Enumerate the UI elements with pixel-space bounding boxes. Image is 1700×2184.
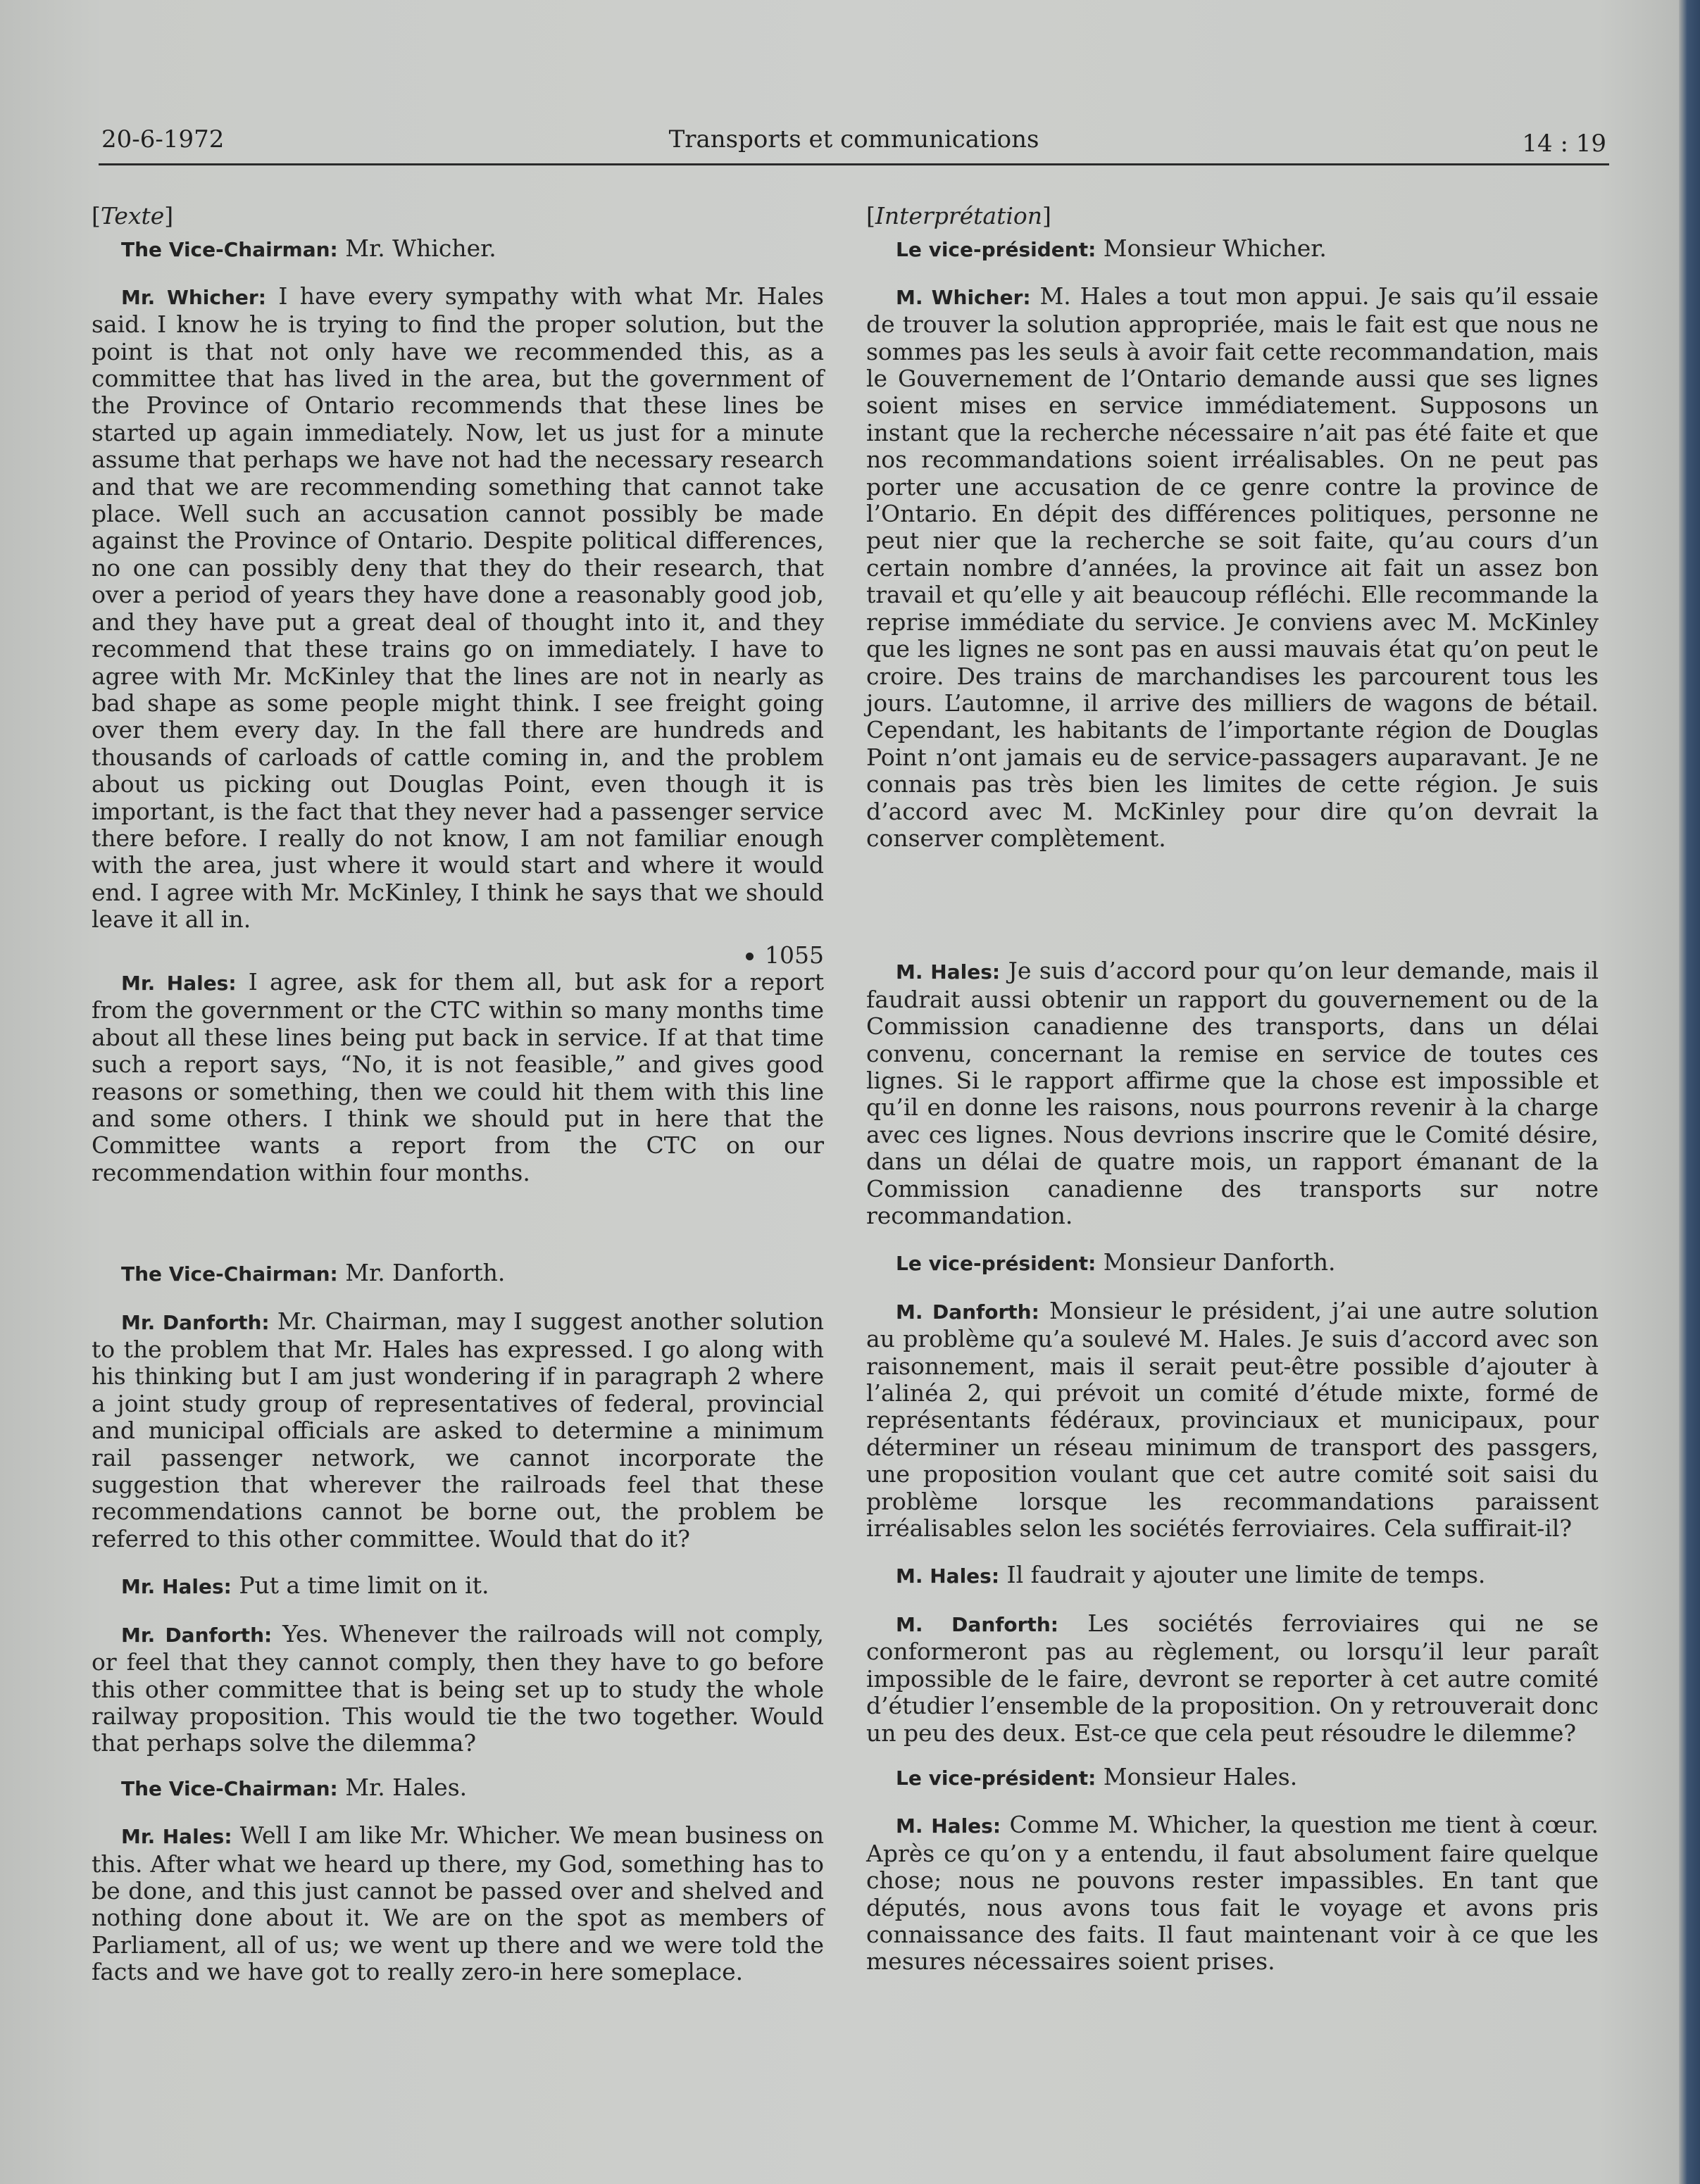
speaker: Mr. Hales: xyxy=(121,971,237,995)
speaker: Mr. Hales: xyxy=(121,1825,232,1849)
speech: Monsieur Hales. xyxy=(1103,1762,1298,1790)
english-entry-1 xyxy=(92,235,824,263)
speaker: Mr. Whicher: xyxy=(121,285,266,309)
french-entry-5 xyxy=(866,1298,1599,1543)
binding-edge xyxy=(1679,0,1700,2184)
speech: Mr. Whicher. xyxy=(345,234,496,263)
speaker: M. Hales: xyxy=(896,960,1001,984)
speech: Comme M. Whicher, la question me tient à cœur. Après ce qu’on y a entendu, il faut absolument faire quelque chose; nous ne pouvons rester impassibles. En tant que députés, nous avons tous fait le voyage et avons pris connaissance des faits. Il faut maintenant voir à ce que les mesures nécessaires soient prises. xyxy=(866,1811,1599,1976)
bullet-icon xyxy=(746,953,754,960)
french-entry-3 xyxy=(866,958,1599,1229)
page-header xyxy=(99,121,1609,165)
speaker: The Vice-Chairman: xyxy=(121,1776,338,1800)
speech: Il faudrait y ajouter une limite de temps. xyxy=(1006,1561,1486,1589)
english-entry-3 xyxy=(92,969,824,1186)
speaker: M. Whicher: xyxy=(896,285,1031,309)
french-column xyxy=(866,203,1599,1976)
english-entry-2 xyxy=(92,283,824,934)
header-page-number: 14 : 19 xyxy=(1522,130,1606,158)
french-entry-4 xyxy=(866,1249,1599,1277)
speech: Yes. Whenever the railroads will not comply, or feel that they cannot comply, then they have to go before this other committee that is being set up to study the whole railway proposition. This would tie the two together. Would that perhaps solve the dilemma? xyxy=(92,1619,824,1757)
french-entry-8 xyxy=(866,1764,1599,1792)
speech: M. Hales a tout mon appui. Je sais qu’il essaie de trouver la solution appropriée, mais le fait est que nous ne sommes pas les seuls à avoir fait cette recommandation, mais le Gouvernement de l’Ontario demande aussi que ses lignes soient mises en service immédiatement. Supposons un instant que la recherche nécessaire n’ait pas été faite et que nos recommandations soient irréalisables. On ne peut pas porter une accusation de ce genre contre la province de l’Ontario. En dépit des différences politiques, personne ne peut nier que la recherche se soit faite, qu’au cours d’un certain nombre d’années, la province ait fait un assez bon travail et qu’elle y ait beaucoup réfléchi. Elle recommande la reprise immédiate du service. Je conviens avec M. McKinley que les lignes ne sont pas en aussi mauvais état qu’on peut le croire. Des trains de marchandises les parcourent tous les jours. L’automne, il arrive des milliers de wagons de bétail. Cependant, les habitants de l’importante région de Douglas Point n’ont jamais eu de service-passagers auparavant. Je ne connais pas très bien les limites de cette région. Je suis d’accord avec M. McKinley pour dire qu’on devrait la conserver complètement. xyxy=(866,282,1599,852)
english-entry-6 xyxy=(92,1572,824,1600)
speech: Monsieur Whicher. xyxy=(1103,234,1327,263)
french-entry-7 xyxy=(866,1610,1599,1747)
speech: Monsieur Danforth. xyxy=(1103,1248,1336,1276)
french-entry-6 xyxy=(866,1562,1599,1590)
speech: Mr. Danforth. xyxy=(345,1259,506,1287)
header-date: 20-6-1972 xyxy=(101,125,225,153)
speaker: M. Danforth: xyxy=(896,1300,1039,1324)
speaker: Le vice-président: xyxy=(896,238,1096,262)
speaker: Mr. Hales: xyxy=(121,1575,232,1599)
english-entry-9 xyxy=(92,1822,824,1985)
speech: I have every sympathy with what Mr. Hales said. I know he is trying to find the proper solution, but the point is that not only have we recommended this, as a committee that has lived in the area, but the government of the Province of Ontario recommends that these lines be started up again immediately. Now, let us just for a minute assume that perhaps we have not had the necessary research and that we are recommending something that cannot take place. Well such an accusation cannot possibly be made against the Province of Ontario. Despite political differences, no one can possibly deny that they do their research, that over a period of years they have done a reasonably good job, and they have put a great deal of thought into it, and they recommend that these trains go on immediately. I have to agree with Mr. McKinley that the lines are not in nearly as bad shape as some people might think. I see freight going over them every day. In the fall there are hundreds and thousands of carloads of cattle coming in, and the problem about us picking out Douglas Point, even though it is important, is the fact that they never had a passenger service there before. I really do not know, I am not familiar enough with the area, just where it would start and where it would end. I agree with Mr. McKinley, I think he says that we should leave it all in. xyxy=(92,282,824,934)
speech: I agree, ask for them all, but ask for a report from the government or the CTC within so many months time about all these lines being put back in service. If at that time such a report says, “No, it is not feasible,” and gives good reasons or something, then we could hit them with this line and some others. I think we should put in here that the Committee wants a report from the CTC on our recommendation within four months. xyxy=(92,967,825,1186)
speaker: Le vice-président: xyxy=(896,1766,1096,1790)
french-lang-label: [Interprétation] xyxy=(866,202,1051,230)
speech: Les sociétés ferroviaires qui ne se conformeront pas au règlement, ou lorsqu’il leur paraît impossible de le faire, devront se reporter à cet autre comité d’étudier l’ensemble de la proposition. On y retrouverait donc un peu des deux. Est-ce que cela peut résoudre le dilemme? xyxy=(866,1609,1599,1747)
english-column xyxy=(92,203,824,1986)
english-entry-7 xyxy=(92,1621,824,1757)
english-entry-4 xyxy=(92,1260,824,1288)
speaker: Le vice-président: xyxy=(896,1252,1096,1276)
speech: Mr. Hales. xyxy=(345,1773,468,1801)
french-entry-9 xyxy=(866,1812,1599,1975)
speaker: M. Hales: xyxy=(896,1564,1000,1588)
speaker: The Vice-Chairman: xyxy=(121,238,338,262)
time-marker: 1055 xyxy=(92,942,824,969)
french-entry-1 xyxy=(866,235,1599,263)
speaker: Mr. Danforth: xyxy=(121,1310,270,1334)
speaker: M. Danforth: xyxy=(896,1612,1058,1636)
speech: Monsieur le président, j’ai une autre solution au problème qu’a soulevé M. Hales. Je suis d’accord avec son raisonnement, mais il serait peut-être possible d’ajouter à l’alinéa 2, qui prévoit un comité d’étude mixte, formé de représentants fédéraux, provinciaux et municipaux, pour déterminer un réseau minimum de transport des passgers, une proposition voulant que cet autre comité soit saisi du problème lorsque les recommandations paraissent irréalisables selon les sociétés ferroviaires. Cela suffirait-il? xyxy=(866,1296,1599,1543)
english-entry-8 xyxy=(92,1774,824,1802)
speaker: The Vice-Chairman: xyxy=(121,1262,338,1286)
speaker: Mr. Danforth: xyxy=(121,1623,273,1647)
header-title: Transports et communications xyxy=(668,125,1039,153)
speech: Mr. Chairman, may I suggest another solution to the problem that Mr. Hales has expressed. I go along with his thinking but I am just wondering if in paragraph 2 where a joint study group of representatives of federal, provincial and municipal officials are asked to determine a minimum rail passenger network, we cannot incorporate the suggestion that wherever the railroads feel that these recommendations cannot be borne out, the problem be referred to this other committee. Would that do it? xyxy=(92,1307,824,1552)
speech: Put a time limit on it. xyxy=(239,1571,489,1600)
speech: Je suis d’accord pour qu’on leur demande, mais il faudrait aussi obtenir un rapport du gouvernement ou de la Commission canadienne des transports, dans un délai convenu, concernant la remise en service de toutes ces lignes. Si le rapport affirme que la chose est impossible et qu’il en donne les raisons, nous pourrons revenir à la charge avec ces lignes. Nous devrions inscrire que le Comité désire, dans un délai de quatre mois, un rapport émanant de la Commission canadienne des transports sur notre recommandation. xyxy=(866,957,1599,1229)
english-entry-5 xyxy=(92,1308,824,1553)
french-entry-2 xyxy=(866,283,1599,853)
speaker: M. Hales: xyxy=(896,1814,1001,1838)
speech: Well I am like Mr. Whicher. We mean business on this. After what we heard up there, my God, something has to be done, and this just cannot be passed over and shelved and nothing done about it. We are on the spot as members of Parliament, all of us; we went up there and we were told the facts and we have got to really zero-in here someplace. xyxy=(92,1821,824,1986)
english-lang-label: [Texte] xyxy=(92,202,174,230)
